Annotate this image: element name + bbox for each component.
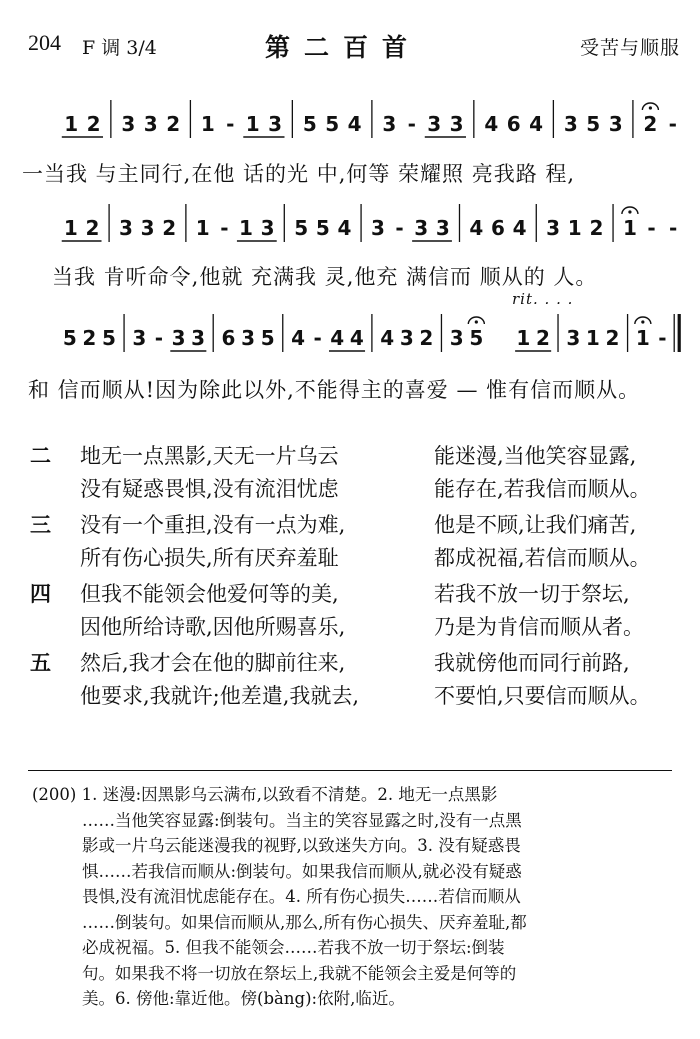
note: 5 [469,326,484,350]
footnote-line: 影或一片乌云能迷漫我的视野,以致迷失方向。3. 没有疑惑畏 [82,836,521,855]
note: 2 [589,216,604,240]
page-title: 第二百首 [265,33,422,62]
note: 2 [166,112,181,136]
note: 3 [566,326,581,350]
footnote-line: 必成祝福。5. 但我不能领会……若我不放一切于祭坛:倒装 [82,938,505,957]
note: 3 [608,112,623,136]
notation-line-1 [0,96,700,148]
verse-line-right: 他是不顾,让我们痛苦, [434,513,637,537]
note: 3 [370,216,385,240]
note: 3 [121,112,136,136]
notation-line-2 [0,200,700,252]
verse-line-left: 因他所给诗歌,因他所赐喜乐, [80,615,346,639]
note: 5 [325,112,340,136]
footnotes [32,782,676,1012]
note: 3 [143,112,158,136]
note: 2 [643,112,658,136]
fermata-dot [628,210,631,213]
note: 3 [546,216,561,240]
note: 4 [347,112,362,136]
note: 3 [260,216,275,240]
footnote-line: ……倒装句。如果信而顺从,那么,所有伤心损失、厌弃羞耻,都 [82,912,527,932]
footnote-line: (200) 1. 迷漫:因黑影乌云满布,以致看不清楚。2. 地无一点黑影 [32,785,498,804]
verse-number: 三 [30,512,51,537]
footnote-line: 畏惧,没有流泪忧虑能存在。4. 所有伤心损失……若信而顺从 [82,887,521,906]
verse-line-left: 但我不能领会他爱何等的美, [80,582,339,606]
note: 2 [535,326,550,350]
footnote-divider [28,770,672,771]
note: 3 [449,326,464,350]
verse-line-right: 乃是为肯信而顺从者。 [434,615,644,639]
note: 3 [191,326,206,350]
fermata-dot [641,320,644,323]
verse-number: 二 [30,443,51,468]
dash-note: - [220,216,229,240]
note: 3 [132,326,147,350]
note: 5 [260,326,275,350]
footnote-line: ……当他笑容显露:倒装句。当主的笑容显露之时,没有一点黑 [82,810,522,830]
note: 5 [62,326,77,350]
note: 1 [239,216,253,240]
dash-note: - [226,112,235,136]
verse-number: 四 [30,581,51,606]
lyric-line-2: 当我 肯听命令,他就 充满我 灵,他充 满信而 顺从的 人。 [52,265,598,289]
note: 1 [622,216,637,240]
note: 5 [294,216,309,240]
note: 3 [427,112,442,136]
fermata-dot [475,320,478,323]
note: 6 [506,112,521,136]
note: 3 [414,216,429,240]
dash-note: - [407,112,416,136]
note: 3 [140,216,155,240]
note: 1 [63,216,78,240]
note: 4 [529,112,544,136]
lyric-line-1: 一当我 与主同行,在他 话的光 中,何等 荣耀照 亮我路 程, [22,162,576,186]
note: 3 [382,112,397,136]
lyric-line-3: 和 信而顺从!因为除此以外,不能得主的喜爱 — 惟有信而顺从。 [28,378,641,402]
verse-line-right: 都成祝福,若信而顺从。 [434,546,651,570]
verse-line-left: 他要求,我就许;他差遣,我就去, [80,684,360,708]
note: 4 [484,112,499,136]
note: 3 [563,112,578,136]
note: 2 [419,326,434,350]
note: 4 [469,216,484,240]
dash-note: - [154,326,164,350]
note: 6 [221,326,236,350]
note: 3 [268,112,283,136]
note: 5 [302,112,317,136]
key-signature: F 调 3/4 [82,37,157,59]
verse-line-left: 所有伤心损失,所有厌弃羞耻 [80,546,339,570]
verse-number: 五 [30,650,51,675]
note: 3 [119,216,133,240]
dash-note: - [658,326,667,350]
note: 1 [585,326,600,350]
note: 1 [635,326,650,350]
note: 5 [315,216,330,240]
dash-note: - [313,326,322,350]
verse-line-right: 若我不放一切于祭坛, [434,582,630,606]
verse-line-right: 不要怕,只要信而顺从。 [434,684,651,708]
footnote-line: 句。如果我不将一切放在祭坛上,我就不能领会主爱是何等的 [82,963,517,983]
note: 5 [586,112,601,136]
note: 3 [171,326,186,350]
note: 2 [605,326,620,350]
notation-line-3 [0,310,700,362]
note: 4 [330,326,345,350]
note: 6 [491,216,505,240]
note: 4 [512,216,527,240]
note: 3 [435,216,450,240]
note: 2 [86,112,101,136]
note: 1 [567,216,582,240]
fermata-dot [649,106,652,109]
note: 2 [162,216,177,240]
verse-line-right: 我就傍他而同行前路, [434,651,630,675]
dash-note: - [647,216,656,240]
note: 1 [64,112,79,136]
verse-line-left: 没有疑惑畏惧,没有流泪忧虑 [80,477,339,501]
footnote-line: 美。6. 傍他:靠近他。傍(bàng):依附,临近。 [82,989,405,1008]
category-label: 受苦与顺服 [579,37,680,59]
note: 2 [85,216,100,240]
verse-line-right: 能迷漫,当他笑容显露, [434,444,637,468]
note: 3 [399,326,414,350]
verse-line-left: 没有一个重担,没有一点为难, [80,513,346,537]
dash-note: - [669,216,678,240]
note: 4 [380,326,395,350]
note: 1 [195,216,210,240]
note: 3 [241,326,256,350]
note: 4 [337,216,352,240]
note: 4 [349,326,364,350]
note: 4 [291,326,306,350]
verse-line-right: 能存在,若我信而顺从。 [434,477,651,501]
note: 3 [449,112,464,136]
ritardando-marking: rit. . . . [512,290,574,308]
verse-line-left: 然后,我才会在他的脚前往来, [80,651,346,675]
note: 2 [82,326,97,350]
hymn-number: 204 [28,30,61,55]
note: 5 [102,326,116,350]
verse-line-left: 地无一点黑影,天无一片乌云 [80,444,339,468]
note: 1 [200,112,215,136]
note: 1 [245,112,260,136]
footnote-line: 惧……若我信而顺从:倒装句。如果我信而顺从,就必没有疑惑 [82,861,522,881]
note: 1 [516,326,531,350]
dash-note: - [395,216,404,240]
dash-note: - [668,112,677,136]
